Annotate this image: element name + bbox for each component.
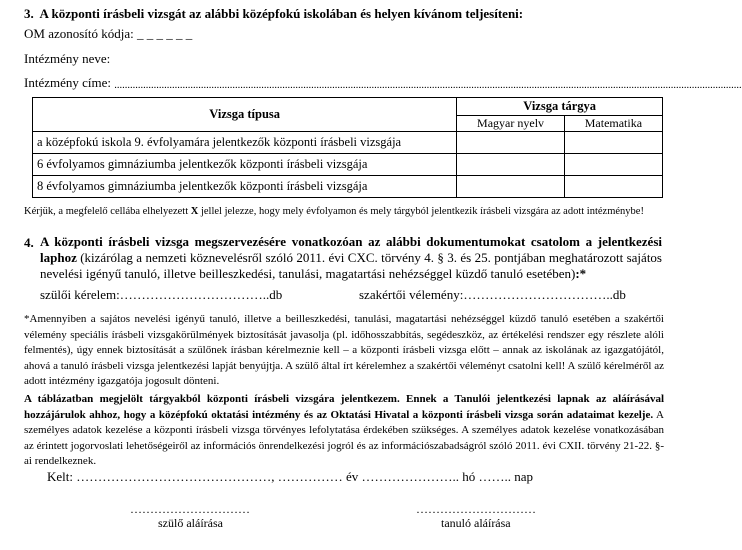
om-code-row	[24, 26, 192, 42]
note-pre: Kérjük, a megfelelő cellába elhelyezett	[24, 206, 191, 217]
row-label: a középfokú iskola 9. évfolyamára jelentkezők központi írásbeli vizsgája	[33, 132, 457, 154]
row-label: 8 évfolyamos gimnáziumba jelentkezők központi írásbeli vizsgája	[33, 176, 457, 198]
section-4-title-end: :*	[575, 266, 587, 281]
col-header-math: Matematika	[564, 116, 662, 132]
section-4-title-bold: A központi írásbeli vizsga megszervezésére vonatkozóan az alábbi dokumentumokat csatolom a jelentkezési laphoz	[40, 234, 662, 265]
note-post: jellel jelezze, hogy mely évfolyamon és mely tárgyból jelentkezik írásbeli vizsgára az adott intézménybe!	[198, 206, 644, 217]
row-label: 6 évfolyamos gimnáziumba jelentkezők központi írásbeli vizsgája	[33, 154, 457, 176]
om-code-blanks[interactable]: _ _ _ _ _ _	[137, 26, 193, 41]
institution-name-label: Intézmény neve:	[24, 51, 111, 66]
table-instruction-note	[24, 206, 644, 217]
parent-signature-label: szülő aláírása	[158, 516, 223, 530]
table-row	[33, 132, 663, 154]
consent-paragraph	[24, 392, 664, 470]
cell-math[interactable]	[564, 132, 662, 154]
institution-address-row	[24, 75, 742, 91]
section-4-title-normal: (kizárólag a nemzeti köznevelésről szóló 2011. évi CXC. törvény 4. § 3. és 25. pontjában meghatározott sajátos nevelési igényű tanuló, illetve beilleszkedési, tanulási, magatartási nehézséggel küzdő tanuló esetében)	[40, 250, 662, 281]
consent-bold: A táblázatban megjelölt tárgyakból központi írásbeli vizsgára jelentkezem. Ennek a Tanulói jelentkezési lapnak az aláírásával hozzájárulok ahhoz, hogy a középfokú oktatási intézmény és az Oktatási Hivatal a központi írásbeli vizsga során adataimat kezelje.	[24, 393, 664, 421]
parent-signature-line[interactable]: …………………………	[130, 502, 250, 516]
om-code-label: OM azonosító kódja:	[24, 26, 134, 41]
cell-hungarian[interactable]	[457, 132, 564, 154]
expert-opinion-field[interactable]: szakértői vélemény:……………………………..db	[359, 287, 626, 302]
institution-address-field[interactable]: ...............................................................................................................................................................................................................................................	[114, 80, 742, 91]
consent-normal: A személyes adatok kezelése a központi írásbeli vizsga törvényes lefolytatása érdekében szükséges. A személyes adatok kezelése vonatkozásában az érintett jogorvoslati lehetőségeiről az információs önrendelkezési jogról és az információszabadságról szóló 2011. évi CXII. törvény 21-22. §-ai rendelkeznek.	[24, 408, 664, 468]
note-x-mark: X	[190, 206, 199, 217]
col-header-exam-type: Vizsga típusa	[33, 98, 457, 132]
footnote-paragraph: *Amennyiben a sajátos nevelési igényű tanuló, illetve a beilleszkedési, tanulási, magatartási nehézséggel küzdő tanuló esetében a szakértői vélemény speciális írásbeli vizsgakörülmények biztosítását javasolja (pl. időhosszabbítás, segédeszköz, az értékelési rendszer egy részlete alóli felmentés), úgy ennek biztosítását a szülőnek írásban kérelmeznie kell – a központi írásbeli vizsga előtt – annak az iskolának az igazgatójától, ahová a tanuló írásbeli vizsga jelentkezési lapját benyújtja. A szülő által írt kérelemhez a szakértői véleményt csatolni kell! A szülő kérelméről az adott intézmény igazgatója jogosult dönteni.	[24, 313, 664, 388]
cell-hungarian[interactable]	[457, 176, 564, 198]
parent-request-field[interactable]: szülői kérelem:……………………………..db	[40, 287, 283, 302]
section-3-number: 3.	[24, 6, 34, 21]
table-row	[33, 154, 663, 176]
student-signature-line[interactable]: …………………………	[416, 502, 536, 516]
institution-address-label: Intézmény címe:	[24, 75, 111, 90]
cell-math[interactable]	[564, 176, 662, 198]
section-3-title: A központi írásbeli vizsgát az alábbi középfokú iskolában és helyen kívánom teljesíteni:	[39, 6, 524, 21]
exam-table	[32, 97, 663, 198]
section-4-number: 4.	[24, 235, 34, 250]
col-header-hungarian: Magyar nyelv	[457, 116, 564, 132]
student-signature-label: tanuló aláírása	[441, 516, 511, 530]
section-4-heading	[40, 234, 662, 282]
cell-hungarian[interactable]	[457, 154, 564, 176]
table-row	[33, 176, 663, 198]
section-3-heading	[24, 6, 523, 22]
institution-name-row	[24, 51, 110, 67]
cell-math[interactable]	[564, 154, 662, 176]
col-header-exam-subject: Vizsga tárgya	[457, 98, 663, 116]
date-line[interactable]: Kelt: ………………………………………, …………… év ………………….. hó …….. nap	[47, 469, 534, 484]
